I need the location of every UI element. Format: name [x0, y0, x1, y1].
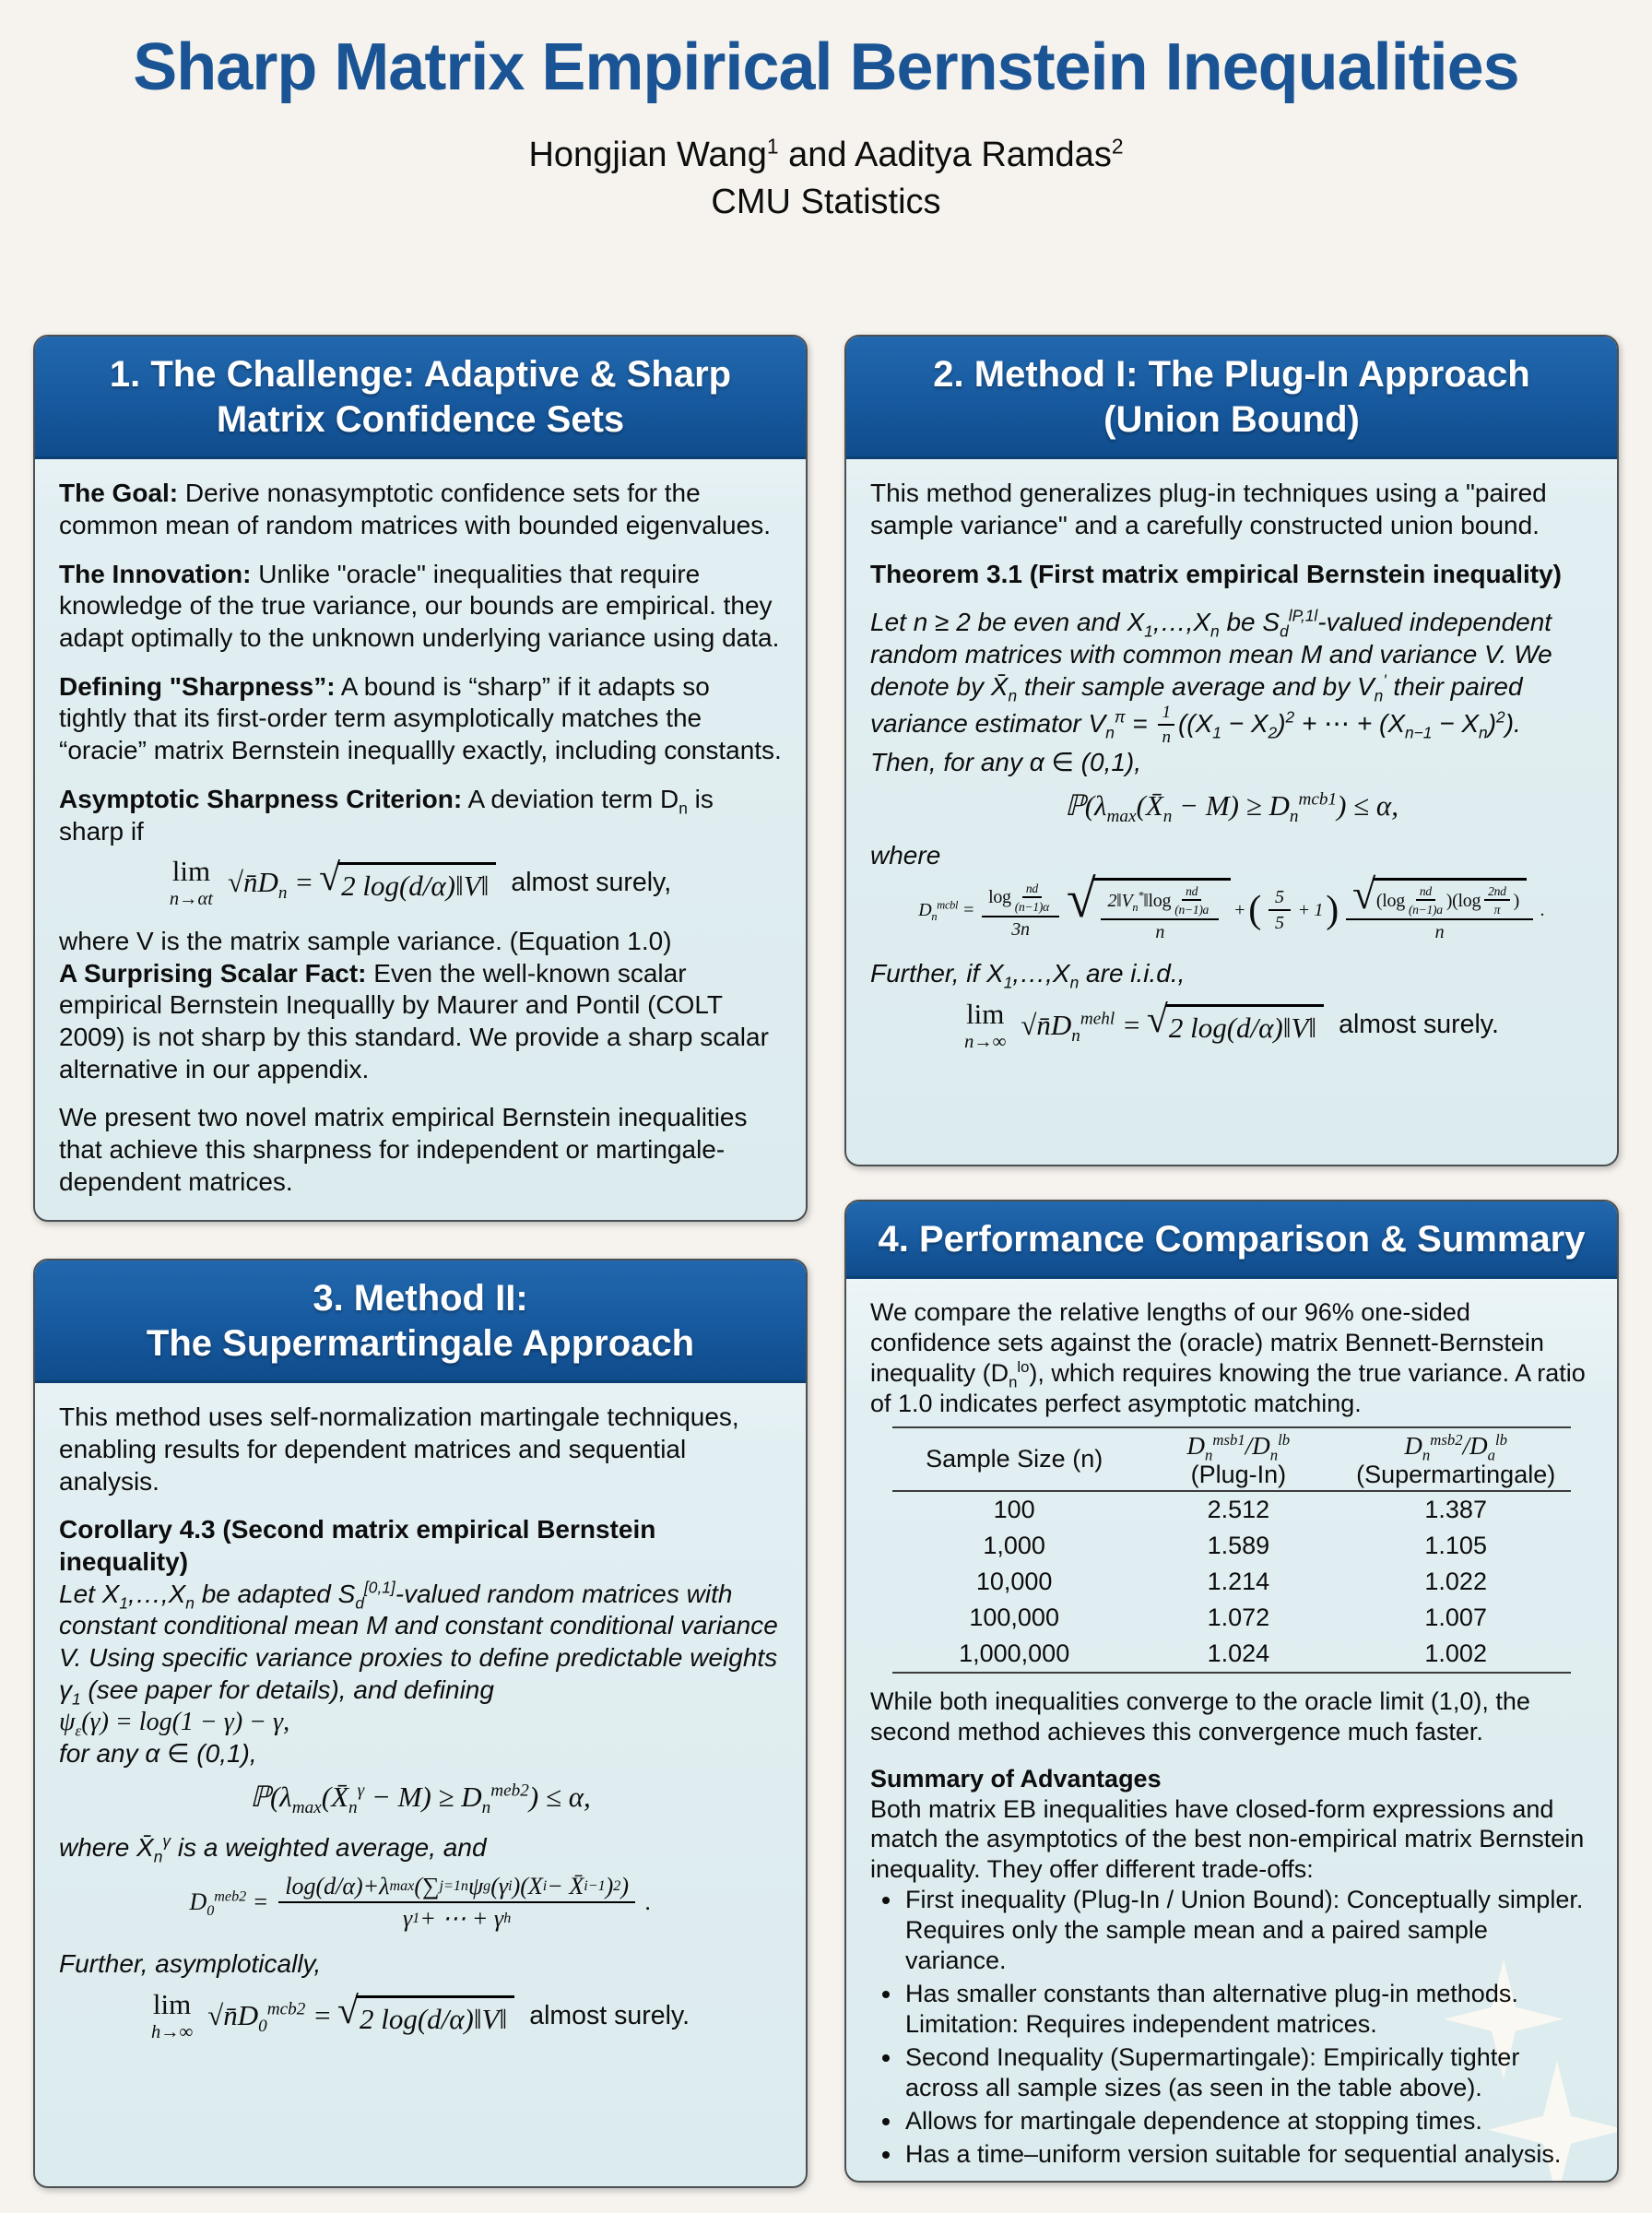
table-row: 1,000,000 1.024 1.002 — [959, 1639, 1487, 1667]
radical-sign: √ — [1146, 999, 1168, 1042]
panel-challenge — [33, 335, 808, 1222]
panel-2-header — [846, 337, 1617, 459]
panel-2-header-line-1: 2. Method I: The Plug-In Approach — [933, 353, 1530, 395]
theorem-body: Let n ≥ 2 be even and $X_1,\dots,X_n$ be $S_d^{lP,1l}$-valued independent random matrices with common mean M and variance V. We denote by $X̄_n$ their sample average and by $V_n'$ their paired variance estimator $V_n^\pi$ = $\frac{1}{n}$ ($(X_1 - X_2)^2$ + ⋯ + $(X_{n-1} - X_n)^2$). — [870, 606, 1552, 747]
panel-3-header-line-1: 3. Method II: — [313, 1277, 528, 1319]
equation-mcb1-definition — [870, 869, 1593, 943]
trailing-period: . — [1540, 900, 1545, 921]
radical-sign: √ — [1066, 869, 1096, 929]
corollary-label: Corollary 4.3 (Second matrix empirical Bernstein inequality) — [59, 1515, 656, 1577]
equation-lhs: $D_n^{mcbl}$ = — [918, 898, 975, 924]
table-header-row — [892, 1427, 1572, 1491]
comparison-table — [892, 1426, 1572, 1674]
panel-2-body — [846, 459, 1617, 1083]
affiliation: CMU Statistics — [711, 183, 941, 222]
panel-1-header-line-2: Matrix Confidence Sets — [216, 398, 625, 440]
limit-operator: lim h→∞ — [150, 1988, 194, 2043]
col-header-plugin: $D_n^{msb1}/D_n^{lb}$ (Plug-In) — [1186, 1430, 1291, 1488]
page-title: Sharp Matrix Empirical Bernstein Inequalities — [133, 30, 1519, 104]
where-word: where — [870, 841, 941, 870]
close-paren: ) — [1326, 889, 1339, 932]
table-row: 100 2.512 1.387 — [993, 1496, 1487, 1523]
further-line: Further, asymplotically, — [59, 1949, 322, 1979]
scalar-fact-paragraph — [59, 958, 782, 1086]
panel-4-header — [846, 1201, 1617, 1279]
weighted-average-line: where $X̄_n^\gamma$ is a weighted average, and — [59, 1831, 487, 1866]
convergence-note: While both inequalities converge to the oracle limit (1,0), the second method achieves this convergence much faster. — [870, 1686, 1530, 1746]
method1-intro: This method generalizes plug-in techniques using a "paired sample variance" and a carefully constructed union bound. — [870, 479, 1547, 539]
goal-label: The Goal: — [59, 479, 179, 508]
panel-4-header-line-1: 4. Performance Comparison & Summary — [878, 1218, 1586, 1260]
where-line: where V is the matrix sample variance. (Equation 1.0) — [59, 926, 672, 955]
panel-3-body — [35, 1383, 806, 2073]
criterion-text: A deviation term $D_n$ is sharp if — [59, 784, 714, 846]
sharpness-label: Defining "Sharpness”: — [59, 671, 336, 701]
five-fifth-fraction: $\frac{5}{5}$ — [1268, 887, 1291, 934]
sqrt-expression: √ 2 log(d/α)‖V‖ — [319, 862, 496, 904]
scalar-fact-text: Even the well-known scalar empirical Bernstein Inequallly by Maurer and Pontil (COLT 2009) is not sharp by this standard. We provide a sharp scalar alternative in our appendix. — [59, 958, 769, 1083]
equation-lhs: $D_0^{meb2}$ = — [189, 1888, 269, 1920]
radical-sign: √ — [1351, 870, 1375, 917]
open-paren: ( — [1248, 889, 1261, 932]
first-fraction: log $\frac{nd}{(n-1)\alpha}$ 3n — [982, 882, 1059, 941]
list-item: • Has smaller constants than alternative plug-in methods. Limitation: Requires independent matrices. — [903, 1979, 1593, 2040]
goal-text: Derive nonasymptotic confidence sets for the common mean of random matrices with bounded eigenvalues. — [59, 479, 771, 539]
sharpness-text: A bound is “sharp” if it adapts so tightly that its first-order term asymplotically matches the “oracie” matrix Bernstein inequallly exactly, including constants. — [59, 671, 782, 765]
equation-lhs: $√n̄D_0^{mcb2}$ = — [207, 1999, 333, 2037]
corollary-body: Let $X_1,\dots,X_n$ be adapted $S_d[0,1]$-valued random matrices with constant conditional mean M and constant conditional variance V. Using specific variance proxies to define predictable weights $\gamma_1$ (see paper for details), and defining — [59, 1578, 778, 1709]
trailing-period: . — [645, 1888, 652, 1916]
panel-2-header-line-2: (Union Bound) — [1103, 398, 1360, 440]
innovation-paragraph — [59, 559, 782, 655]
comparison-intro: We compare the relative lengths of our 96% one-sided confidence sets against the (oracle) matrix Bennett-Bernstein inequality $(D_n^{lo})$, which requires knowing the true variance. A ratio of 1.0 indicates perfect asymptotic matching. — [870, 1297, 1586, 1417]
list-item: • Second Inequality (Supermartingale): Empirically tighter across all sample sizes (as seen in the table above). — [903, 2042, 1593, 2103]
equation-mehl-limit — [870, 997, 1593, 1052]
plus-one: + 1 — [1297, 900, 1324, 921]
criterion-paragraph — [59, 784, 782, 847]
equation-lhs: $√n̄D_n^{mehl}$ = — [1021, 1008, 1141, 1046]
equation-tail: almost surely, — [511, 867, 672, 897]
table-row: 1,000 1.589 1.105 — [983, 1531, 1487, 1559]
advantages-list — [870, 1885, 1593, 2169]
panel-plugin — [844, 335, 1619, 1166]
last-fraction: √ ( log $\frac{nd}{(n-1)a}$ )( log $\frac{2nd}{\pi}$ ) n — [1346, 878, 1533, 943]
list-item: • Has a time–uniform version suitable for sequential analysis. — [903, 2139, 1593, 2170]
left-column — [33, 335, 808, 2188]
poster-columns — [0, 335, 1652, 2188]
scalar-fact-label: A Surprising Scalar Fact: — [59, 958, 367, 988]
sqrt-expression: √ 2 log(d/α)‖V‖ — [1147, 1004, 1324, 1046]
summary-label: Summary of Advantages — [870, 1764, 1162, 1793]
panel-1-header-line-1: 1. The Challenge: Adaptive & Sharp — [109, 353, 732, 395]
innovation-label: The Innovation: — [59, 559, 252, 588]
sharpness-paragraph — [59, 671, 782, 767]
innovation-text: Unlike "oracle" inequalities that require knowledge of the true variance, our bounds are empirical. they adapt optimally to the unknown underlying variance using data. — [59, 559, 780, 653]
panel-3-header — [35, 1260, 806, 1383]
table-row: 100,000 1.072 1.007 — [969, 1603, 1487, 1631]
radical-sign: √ — [319, 856, 341, 899]
sqrt-fraction-term: √ $2‖V_n^*‖$ log $\frac{nd}{(n-1)a}$ n — [1067, 878, 1231, 943]
theorem-label: Theorem 3.1 (First matrix empirical Bernstein inequality) — [870, 559, 1562, 588]
panel-4-body — [846, 1279, 1617, 2183]
sqrt-numerator: √ ( log $\frac{nd}{(n-1)a}$ )( log $\frac{2nd}{\pi}$ ) — [1352, 878, 1527, 917]
right-column — [844, 335, 1619, 2188]
panel-1-body — [35, 459, 806, 1222]
equation-mcb2-limit — [59, 1990, 782, 2041]
method2-intro: This method uses self-normalization martingale techniques, enabling results for dependent matrices and sequential analysis. — [59, 1402, 739, 1496]
col-header-supermartingale: $D_n^{msb2}/D_a^{lb}$ (Supermartingale) — [1356, 1430, 1556, 1488]
equation-tail: almost surely. — [529, 2000, 690, 2030]
inline-fraction: $\frac{1}{n}$ — [1158, 703, 1174, 747]
equation-lhs: $√n̄D_n$ = — [227, 866, 314, 904]
then-line: Then, for any α ∈ (0,1), — [870, 748, 1142, 777]
goal-paragraph — [59, 478, 782, 541]
closing-paragraph: We present two novel matrix empirical Bernstein inequalities that achieve this sharpness for independent or martingale-dependent matrices. — [59, 1103, 748, 1196]
equation-meb2-definition — [59, 1873, 782, 1932]
panel-1-header — [35, 337, 806, 459]
limit-operator: lim n→∞ — [964, 997, 1007, 1052]
panel-supermartingale — [33, 1259, 808, 2188]
limit-operator: lim n→αt — [169, 855, 213, 910]
psi-definition: $\psi_\varepsilon(\gamma) = \log(1 - \gamma) - \gamma$, — [59, 1707, 290, 1740]
plus-sign: + — [1233, 900, 1246, 921]
authors-line: Hongjian Wang$^1$ and Aaditya Ramdas$^2$ — [528, 133, 1124, 174]
col-header-sample-size: Sample Size (n) — [926, 1444, 1103, 1473]
radical-sign: √ — [337, 1989, 359, 2032]
equation-sharpness-criterion — [59, 857, 782, 908]
panel-3-header-line-2: The Supermartingale Approach — [146, 1322, 695, 1364]
for-any-alpha-line: for any α ∈ (0,1), — [59, 1739, 257, 1769]
summary-text: Both matrix EB inequalities have closed-form expressions and match the asymptotics of the best non-empirical matrix Bernstein inequality. They offer different trade-offs: — [870, 1794, 1585, 1884]
equation-tail: almost surely. — [1339, 1010, 1499, 1040]
panel-performance — [844, 1200, 1619, 2183]
list-item: • Allows for martingale dependence at stopping times. — [903, 2106, 1593, 2136]
equation-mcb1-probability: $ℙ(\lambda_{max}(X̄_n - M) \ge D_n^{mcb1}) \le \alpha$, — [1065, 788, 1398, 827]
list-item: • First inequality (Plug-In / Union Bound): Conceptually simpler. Requires only the sample mean and a paired sample variance. — [903, 1885, 1593, 1976]
criterion-label: Asymptotic Sharpness Criterion: — [59, 784, 463, 813]
sqrt-expression: √ 2 log(d/α)‖V‖ — [337, 1995, 514, 2037]
equation-meb2-probability: $ℙ(\lambda_{max}(X̄_n^\gamma - M) \ge D_n^{meb2}) \le \alpha$, — [250, 1781, 591, 1818]
further-iid-line: Further, if $X_1,\dots,X_n$ are i.i.d., — [870, 958, 1186, 992]
table-row: 10,000 1.214 1.022 — [975, 1567, 1487, 1595]
main-fraction: log(d/α)+λ max (∑ j=1 n ψ g (γ i )(X i − X̄ i−1 ) 2 ) γ 1 + ⋯ + γ h — [278, 1873, 635, 1932]
